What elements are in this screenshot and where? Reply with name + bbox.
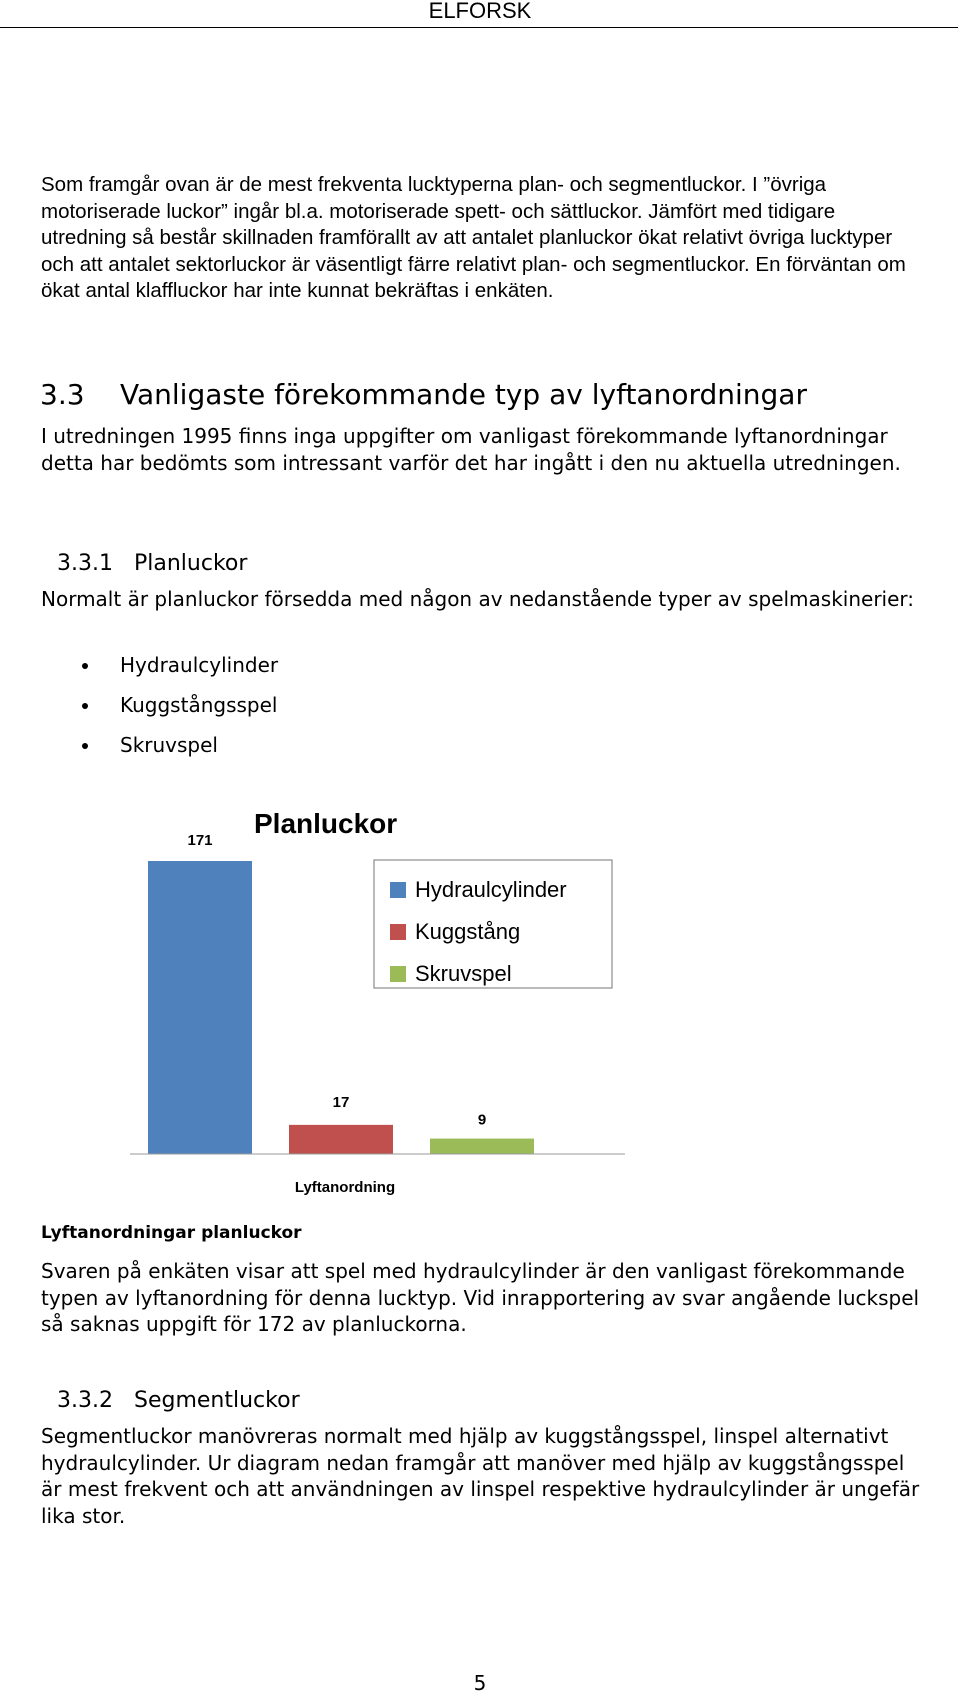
bullet-text: Skruvspel <box>120 733 218 757</box>
heading-3-3-1 <box>57 550 247 578</box>
chart-legend-swatch <box>390 966 406 982</box>
chart-x-axis-label: Lyftanordning <box>294 1179 396 1196</box>
bullet-dot <box>82 743 88 749</box>
section-3-3-2-paragraph: Segmentluckor manövreras normalt med hjälp av kuggstångsspel, linspel alternativt hydraulcylinder. Ur diagram nedan framgår att manöver med hjälp av kuggstångsspel är mest frekvent och att användningen av linspel respektive hydraulcylinder är ungefär lika stor. <box>41 1424 920 1528</box>
chart-bar-hydraulcylinder <box>148 861 252 1154</box>
chart-legend-swatch <box>390 882 406 898</box>
heading-3-3-2 <box>57 1387 300 1415</box>
heading-3-3-title: Vanligaste förekommande typ av lyftanordningar <box>120 378 807 411</box>
section-3-3-1-paragraph: Normalt är planluckor försedda med någon av nedanstående typer av spelmaskinerier: <box>41 587 915 611</box>
chart-legend-label: Hydraulcylinder <box>415 877 567 902</box>
heading-3-3-1-number: 3.3.1 <box>57 551 113 576</box>
bullet-text: Hydraulcylinder <box>120 653 279 677</box>
heading-3-3 <box>40 378 807 412</box>
chart-legend <box>374 860 612 988</box>
bullet-dot <box>82 703 88 709</box>
header-rule <box>0 27 958 28</box>
chart-data-label: 9 <box>477 1111 487 1129</box>
planluckor-bar-chart <box>130 800 650 1200</box>
after-chart-paragraph: Svaren på enkäten visar att spel med hydraulcylinder är den vanligast förekommande typen av lyftanordning för denna lucktyp. Vid inrapportering av svar angående luckspel så saknas uppgift för 172 av planluckorna. <box>41 1259 920 1336</box>
chart-legend-swatch <box>390 924 406 940</box>
page-number: 5 <box>473 1671 487 1695</box>
bullet-text: Kuggstångsspel <box>120 693 278 717</box>
section-3-3-paragraph: I utredningen 1995 finns inga uppgifter om vanligast förekommande lyftanordningar detta har bedömts som intressant varför det har ingått i den nu aktuella utredningen. <box>41 424 901 475</box>
chart-title: Planluckor <box>254 808 398 839</box>
heading-3-3-1-title: Planluckor <box>134 551 248 576</box>
chart-bar-kuggstång <box>289 1125 393 1154</box>
heading-3-3-2-title: Segmentluckor <box>134 1388 300 1413</box>
chart-data-label: 171 <box>187 832 213 849</box>
chart-data-label: 17 <box>332 1093 350 1111</box>
bullet-dot <box>82 663 88 669</box>
page-header-title: ELFORSK <box>428 0 532 23</box>
heading-3-3-number: 3.3 <box>40 378 85 411</box>
chart-legend-label: Kuggstång <box>415 919 521 944</box>
chart-bar-skruvspel <box>430 1139 534 1154</box>
heading-3-3-2-number: 3.3.2 <box>57 1388 113 1413</box>
intro-paragraph: Som framgår ovan är de mest frekventa lucktyperna plan- och segmentluckor. I ”övriga motoriserade luckor” ingår bl.a. motoriserade spett- och sättluckor. Jämfört med tidigare utredning så består skillnaden framförallt av att antalet planluckor ökat relativt övriga lucktyper och att antalet sektorluckor är väsentligt färre relativt plan- och segmentluckor. En förväntan om ökat antal klaffluckor har inte kunnat bekräftas i enkäten. <box>41 173 906 302</box>
figure-caption: Lyftanordningar planluckor <box>41 1223 302 1243</box>
chart-legend-label: Skruvspel <box>415 961 512 986</box>
